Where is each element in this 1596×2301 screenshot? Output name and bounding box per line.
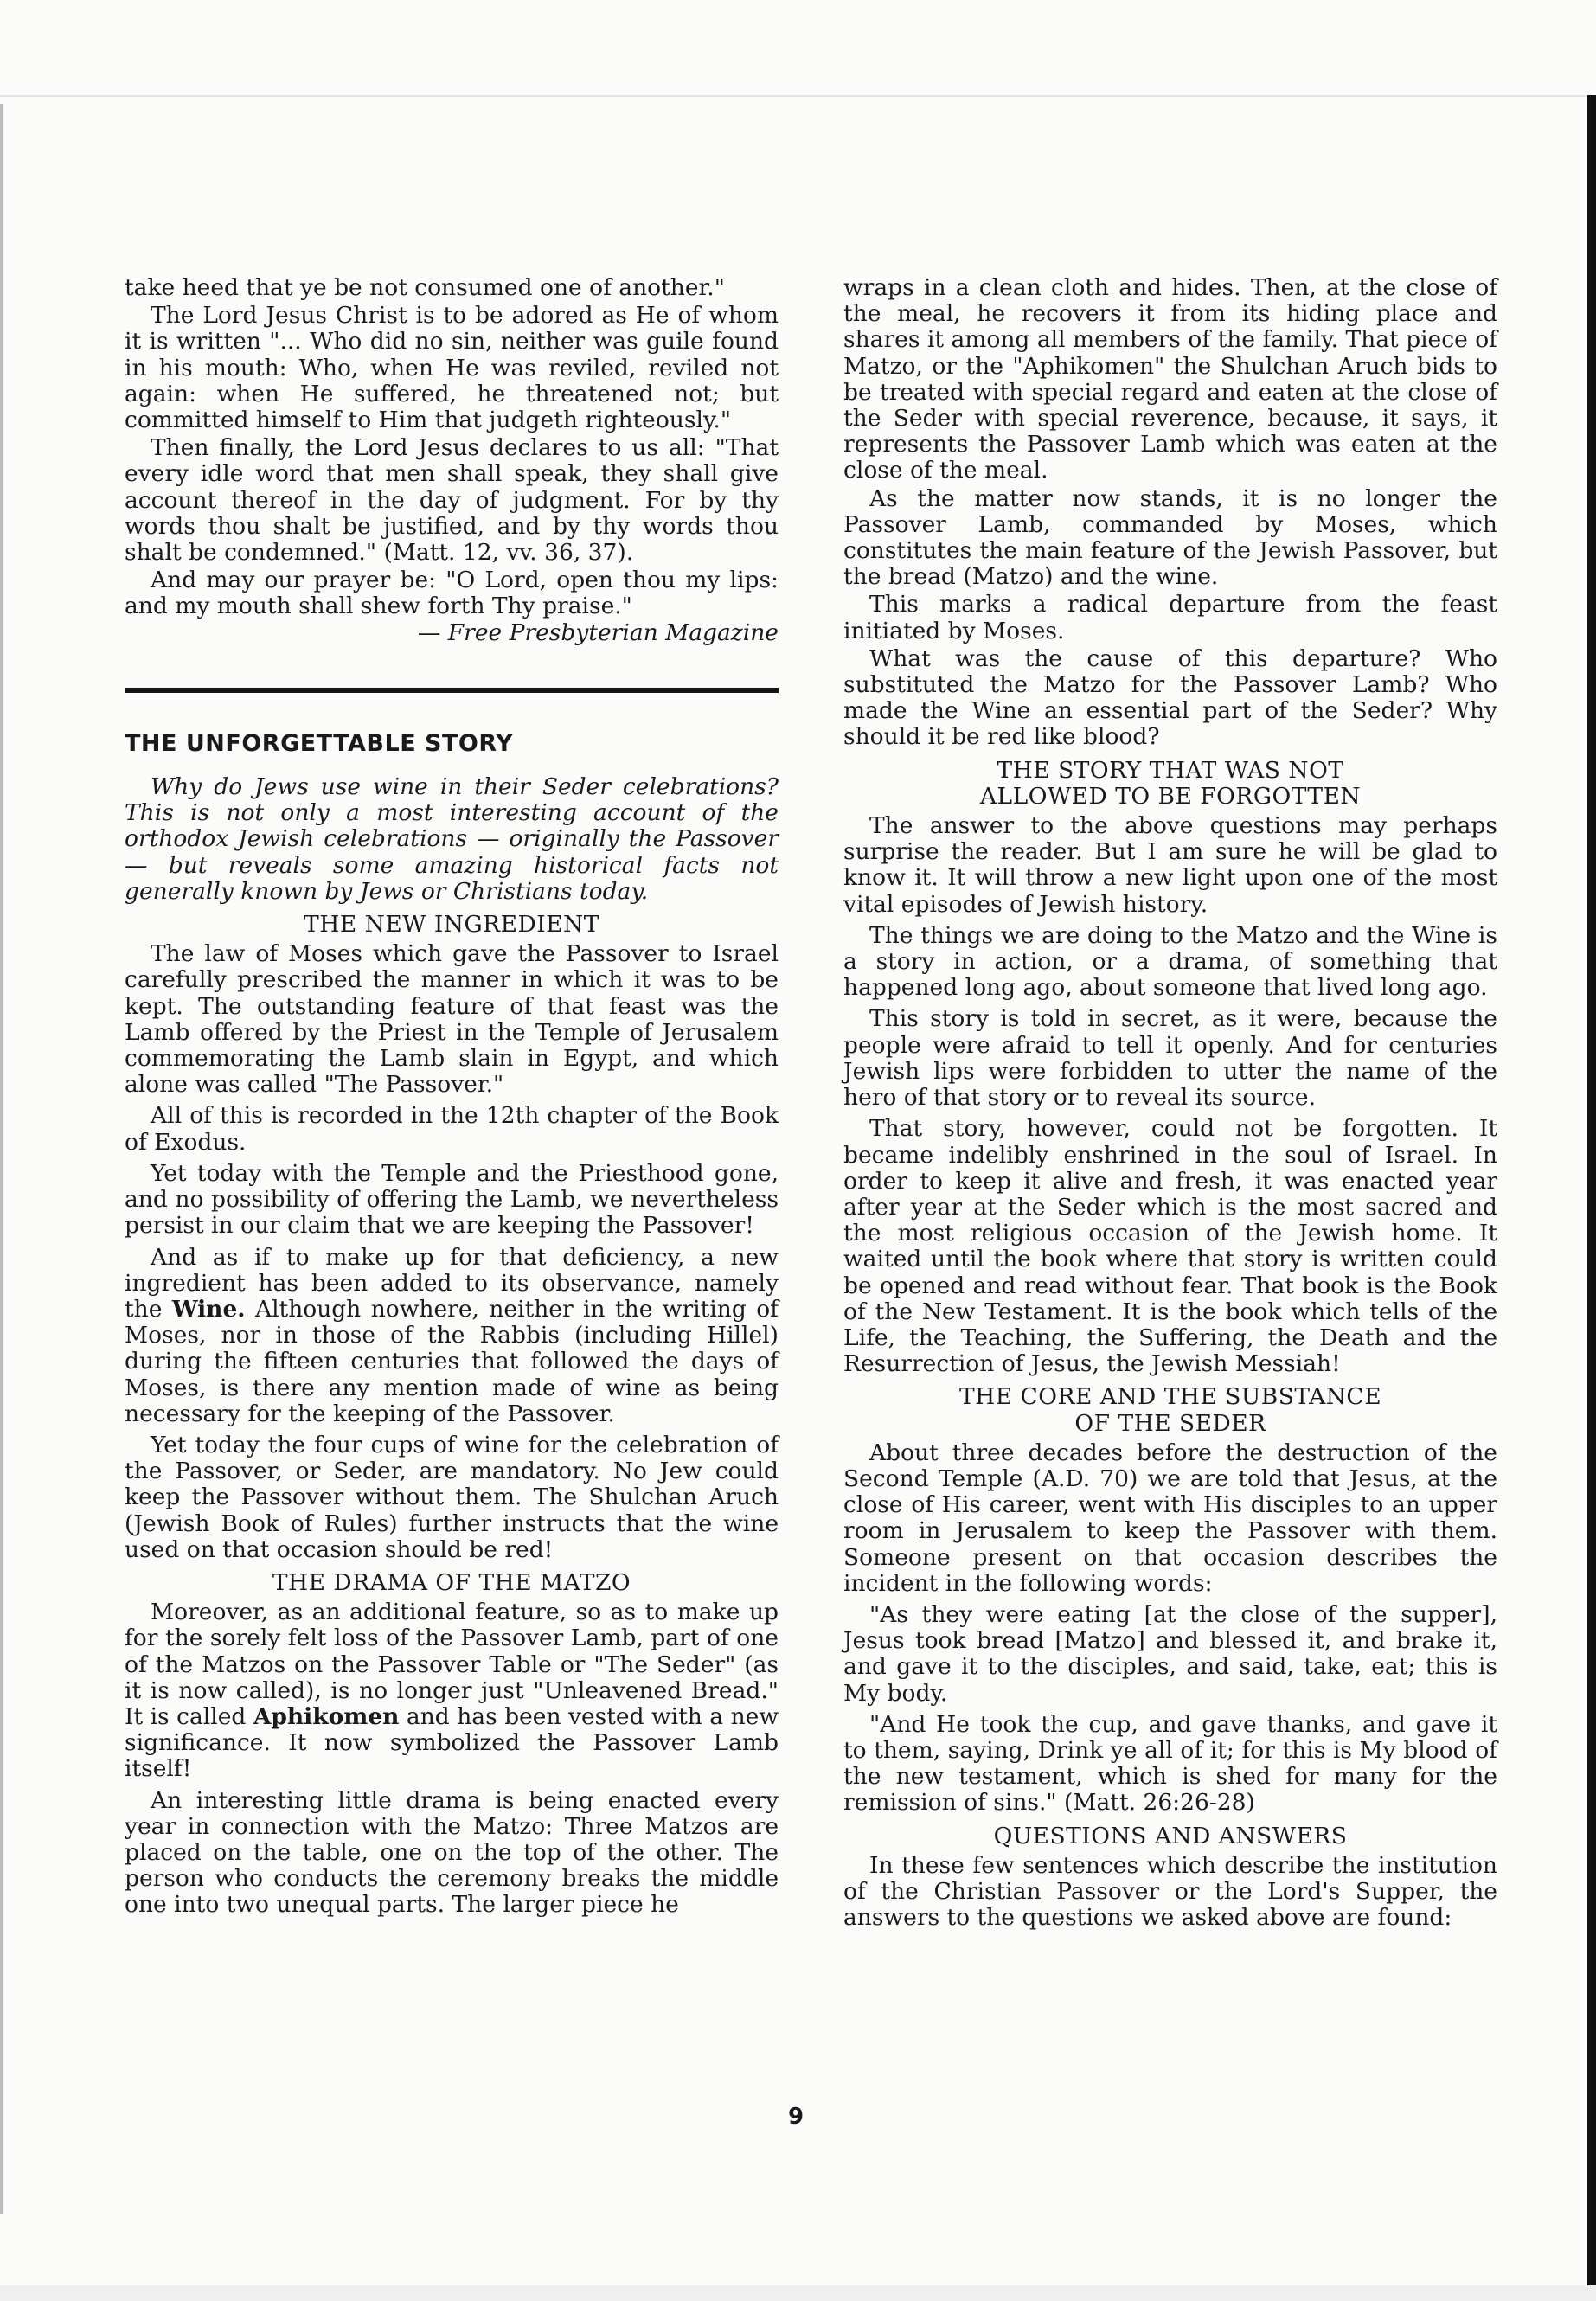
paragraph: Yet today with the Temple and the Priesthood gone, and no possibility of offering the Lamb, we nevertheless persist in our claim that we are keeping the Passover! xyxy=(125,1159,779,1240)
text-run: and has been vested with a new significance. It now symbolized the Passover Lamb itself! xyxy=(125,1702,779,1783)
paragraph: The things we are doing to the Matzo and the Wine is a story in action, or a drama, of something that happened long ago, about someone that lived long ago. xyxy=(843,921,1497,1002)
article-title: THE UNFORGETTABLE STORY xyxy=(125,729,514,757)
scan-left-edge xyxy=(0,104,3,2214)
section-heading: THE NEW INGREDIENT xyxy=(304,911,599,939)
paragraph: In these few sentences which describe the institution of the Christian Passover or the Lord's Supper, the answers to the questions we asked above are found: xyxy=(843,1851,1497,1932)
section-heading-line: ALLOWED TO BE FORGOTTEN xyxy=(979,782,1362,810)
scan-top-edge xyxy=(0,95,1596,97)
section-heading xyxy=(843,758,1497,810)
text-run: Although nowhere, neither in the writing of Moses, nor in those of the Rabbis (including Hillel) during the fifteen centuries that followed the days of Moses, is there any mention made of wine as being necessary for the keeping of the Passover. xyxy=(125,1295,779,1427)
paragraph: The Lord Jesus Christ is to be adored as He of whom it is written "... Who did no sin, neither was guile found in his mouth: Who, when He was reviled, reviled not again: when He suffered, he threatened not; but committed himself to Him that judgeth righteously." xyxy=(125,302,779,434)
scan-bottom-edge xyxy=(0,2285,1596,2301)
text-run: Moreover, as an additional feature, so as to make up for the sorely felt loss of the Passover Lamb, part of one of the Matzos on the Passover Table or "The Seder" (as it is now called), is no longer just "Unleavened Bread." It is called xyxy=(125,1599,779,1730)
paragraph-wine xyxy=(125,1245,779,1427)
section-heading-line: OF THE SEDER xyxy=(1074,1409,1266,1437)
emphasis-aphikomen: Aphikomen xyxy=(253,1702,400,1730)
section-heading: THE DRAMA OF THE MATZO xyxy=(272,1568,631,1596)
paragraph-aphikomen xyxy=(125,1599,779,1782)
paragraph: And may our prayer be: "O Lord, open thou my lips: and my mouth shall shew forth Thy praise." xyxy=(125,567,779,620)
section-heading-line: THE CORE AND THE SUBSTANCE xyxy=(958,1383,1382,1411)
scan-right-edge xyxy=(1587,95,1596,2301)
paragraph: The answer to the above questions may perhaps surprise the reader. But I am sure he will be glad to know it. It will throw a new light upon one of the most vital episodes of Jewish history. xyxy=(843,812,1497,918)
section-heading-line: THE STORY THAT WAS NOT xyxy=(997,756,1344,784)
article-intro: Why do Jews use wine in their Seder celebrations? This is not only a most interesting account of the orthodox Jewish celebrations — originally the Passover — but reveals some amazing historical facts not generally known by Jews or Christians today. xyxy=(125,773,779,905)
section-heading xyxy=(843,1384,1497,1436)
right-column xyxy=(843,275,1497,1936)
paragraph: An interesting little drama is being enacted every year in connection with the Matzo: Three Matzos are placed on the table, one on the top of the other. The person who conducts the ceremony breaks the middle one into two unequal parts. The larger piece he xyxy=(125,1786,779,1919)
page-number: 9 xyxy=(787,2104,804,2130)
paragraph: This marks a radical departure from the feast initiated by Moses. xyxy=(843,591,1497,644)
paragraph: take heed that ye be not consumed one of another." xyxy=(125,274,725,301)
paragraph: As the matter now stands, it is no longer the Passover Lamb, commanded by Moses, which constitutes the main feature of the Jewish Passover, but the bread (Matzo) and the wine. xyxy=(843,484,1497,591)
section-heading: QUESTIONS AND ANSWERS xyxy=(993,1822,1348,1849)
paragraph: Then finally, the Lord Jesus declares to us all: "That every idle word that men shall speak, they shall give account thereof in the day of judgment. For by thy words thou shalt be justified, and by thy words thou shalt be condemned." (Matt. 12, vv. 36, 37). xyxy=(125,434,779,567)
paragraph: "As they were eating [at the close of the supper], Jesus took bread [Matzo] and blessed it, and brake it, and gave it to the disciples, and said, take, eat; this is My body. xyxy=(843,1600,1497,1707)
paragraph: "And He took the cup, and gave thanks, and gave it to them, saying, Drink ye all of it; for this is My blood of the new testament, which is shed for many for the remission of sins." (Matt. 26:26-28) xyxy=(843,1710,1497,1817)
left-column xyxy=(125,275,779,1924)
paragraph: About three decades before the destruction of the Second Temple (A.D. 70) we are told that Jesus, at the close of His career, went with His disciples to an upper room in Jerusalem to keep the Passover with them. Someone present on that occasion describes the incident in the following words: xyxy=(843,1439,1497,1597)
paragraph: That story, however, could not be forgotten. It became indelibly enshrined in the soul of Israel. In order to keep it alive and fresh, it was enacted year after year at the Seder which is the most sacred and the most religious occasion of the Jewish home. It waited until the book where that story is written could be opened and read without fear. That book is the Book of the New Testament. It is the book which tells of the Life, the Teaching, the Suffering, the Death and the Resurrection of Jesus, the Jewish Messiah! xyxy=(843,1115,1497,1378)
paragraph: All of this is recorded in the 12th chapter of the Book of Exodus. xyxy=(125,1102,779,1156)
source-attribution: — Free Presbyterian Magazine xyxy=(417,619,779,646)
emphasis-wine: Wine. xyxy=(171,1295,246,1323)
paragraph: This story is told in secret, as it were, because the people were afraid to tell it openly. And for centuries Jewish lips were forbidden to utter the name of the hero of that story or to reveal its source. xyxy=(843,1005,1497,1112)
paragraph: wraps in a clean cloth and hides. Then, at the close of the meal, he recovers it from its hiding place and shares it among all members of the family. That piece of Matzo, or the "Aphikomen" the Shulchan Aruch bids to be treated with special regard and eaten at the close of the Seder with special reverence, because, it says, it represents the Passover Lamb which was eaten at the close of the meal. xyxy=(843,274,1497,484)
paragraph: What was the cause of this departure? Who substituted the Matzo for the Passover Lamb? Who made the Wine an essential part of the Seder? Why should it be red like blood? xyxy=(843,644,1497,751)
paragraph: Yet today the four cups of wine for the celebration of the Passover, or Seder, are mandatory. No Jew could keep the Passover without them. The Shulchan Aruch (Jewish Book of Rules) further instructs that the wine used on that occasion should be red! xyxy=(125,1431,779,1563)
section-divider xyxy=(125,688,779,693)
text-run: And as if to make up for that deficiency, a new ingredient has been added to its observance, namely the xyxy=(125,1243,779,1323)
paragraph: The law of Moses which gave the Passover to Israel carefully prescribed the manner in which it was to be kept. The outstanding feature of that feast was the Lamb offered by the Priest in the Temple of Jerusalem commemorating the Lamb slain in Egypt, and which alone was called "The Passover." xyxy=(125,940,779,1099)
